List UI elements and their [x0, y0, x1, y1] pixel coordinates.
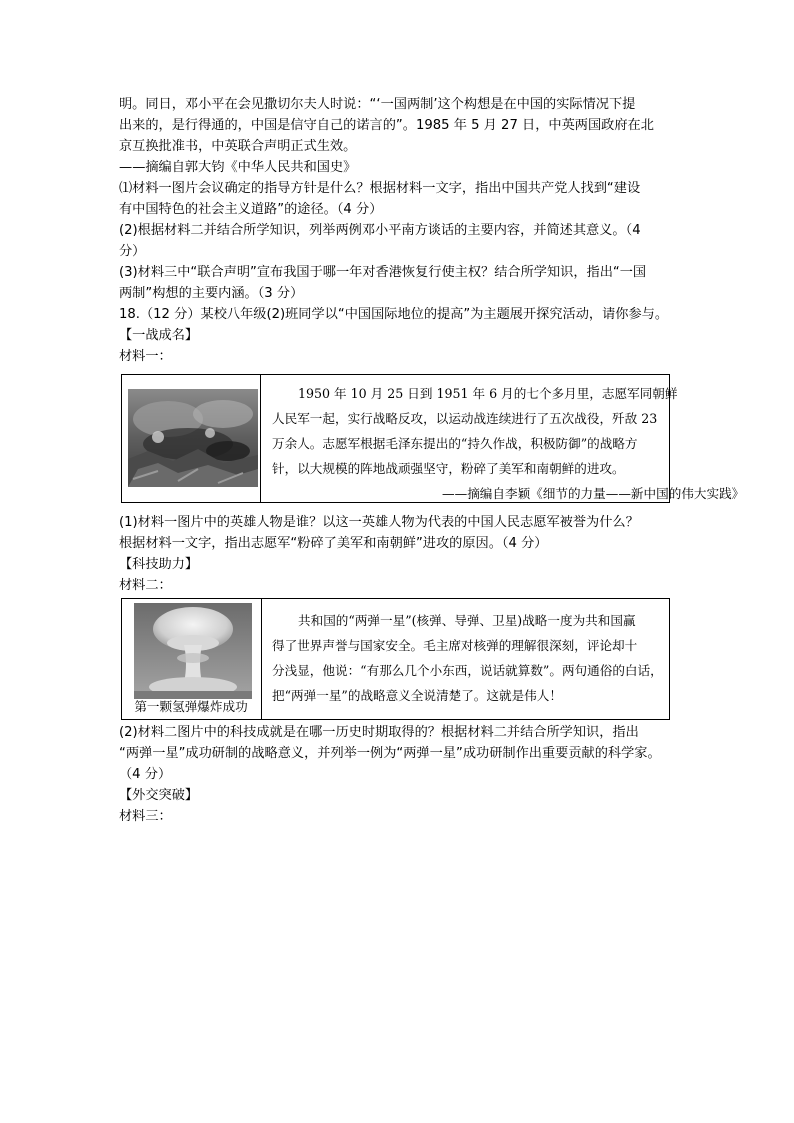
question-18-intro: 18.（12 分）某校八年级(2)班同学以“中国国际地位的提高”为主题展开探究活动，请你参与。 [119, 307, 669, 322]
material-1-box [121, 374, 745, 503]
material-label: 材料一： [119, 349, 172, 364]
hydrogen-bomb-photo [134, 603, 252, 699]
text-line: 人民军一起，实行战略反攻，以运动战连续进行了五次战役，歼敌 23 [272, 411, 658, 426]
question-18-2-score: （4 分） [119, 767, 172, 782]
text-line: 分浅显，他说：“有那么几个小东西，说话就算数”。两句通俗的白话， [272, 663, 663, 678]
text-line: 得了世界声誉与国家安全。毛主席对核弹的理解很深刻，评论却十 [272, 638, 638, 653]
source-line: ——摘编自李颖《细节的力量——新中国的伟大实践》 [442, 486, 745, 501]
material-2-box [121, 598, 670, 720]
question-17-1: ⑴材料一图片会议确定的指导方针是什么？根据材料一文字，指出中国共产党人找到“建设 [119, 181, 641, 196]
text-line: 万余人。志愿军根据毛泽东提出的“持久作战，积极防御”的战略方 [272, 436, 638, 451]
question-17-2-cont: 分） [119, 244, 146, 259]
question-18-2-cont: “两弹一星”成功研制的战略意义，并列举一例为“两弹一星”成功研制作出重要贡献的科学家。 [119, 746, 661, 761]
text-line: 针，以大规模的阵地战顽强坚守，粉碎了美军和南朝鲜的进攻。 [272, 461, 625, 476]
text-line: 共和国的“两弹一星”(核弹、导弹、卫星)战略一度为共和国赢 [298, 613, 636, 628]
text-line: 把“两弹一星”的战略意义全说清楚了。这就是伟人！ [272, 688, 562, 703]
question-18-2: (2)材料二图片中的科技成就是在哪一历史时期取得的？根据材料二并结合所学知识，指出 [119, 725, 639, 740]
section-heading: 【一战成名】 [119, 328, 199, 343]
material-2-text [272, 608, 663, 708]
battle-photo [128, 389, 258, 487]
question-18-1-cont: 根据材料一文字，指出志愿军“粉碎了美军和南朝鲜”进攻的原因。（4 分） [119, 536, 548, 551]
section-heading: 【外交突破】 [119, 788, 199, 803]
question-18-1: (1)材料一图片中的英雄人物是谁？以这一英雄人物为代表的中国人民志愿军被誉为什么？ [119, 515, 639, 530]
section-heading: 【科技助力】 [119, 557, 199, 572]
text-line: 京互换批准书，中英联合声明正式生效。 [119, 139, 357, 154]
question-17-3: (3)材料三中“联合声明”宣布我国于哪一年对香港恢复行使主权？结合所学知识，指出“一国 [119, 265, 647, 280]
material-1-text [272, 381, 744, 506]
material-label: 材料二： [119, 578, 172, 593]
photo-caption: 第一颗氢弹爆炸成功 [134, 699, 248, 714]
question-17-3-cont: 两制”构想的主要内涵。（3 分） [119, 286, 304, 301]
question-17-2: (2)根据材料二并结合所学知识，列举两例邓小平南方谈话的主要内容，并简述其意义。（4 [119, 223, 641, 238]
text-line: 1950 年 10 月 25 日到 1951 年 6 月的七个多月里，志愿军同朝鲜 [298, 386, 678, 401]
text-line: 出来的，是行得通的，中国是信守自己的诺言的”。1985 年 5 月 27 日，中英两国政府在北 [119, 118, 654, 133]
material-label: 材料三： [119, 809, 172, 824]
text-line: 明。同日，邓小平在会见撒切尔夫人时说：“‘一国两制’这个构想是在中国的实际情况下提 [119, 97, 636, 112]
question-17-1-cont: 有中国特色的社会主义道路”的途径。（4 分） [119, 202, 383, 217]
source-line: ——摘编自郭大钧《中华人民共和国史》 [119, 160, 357, 175]
